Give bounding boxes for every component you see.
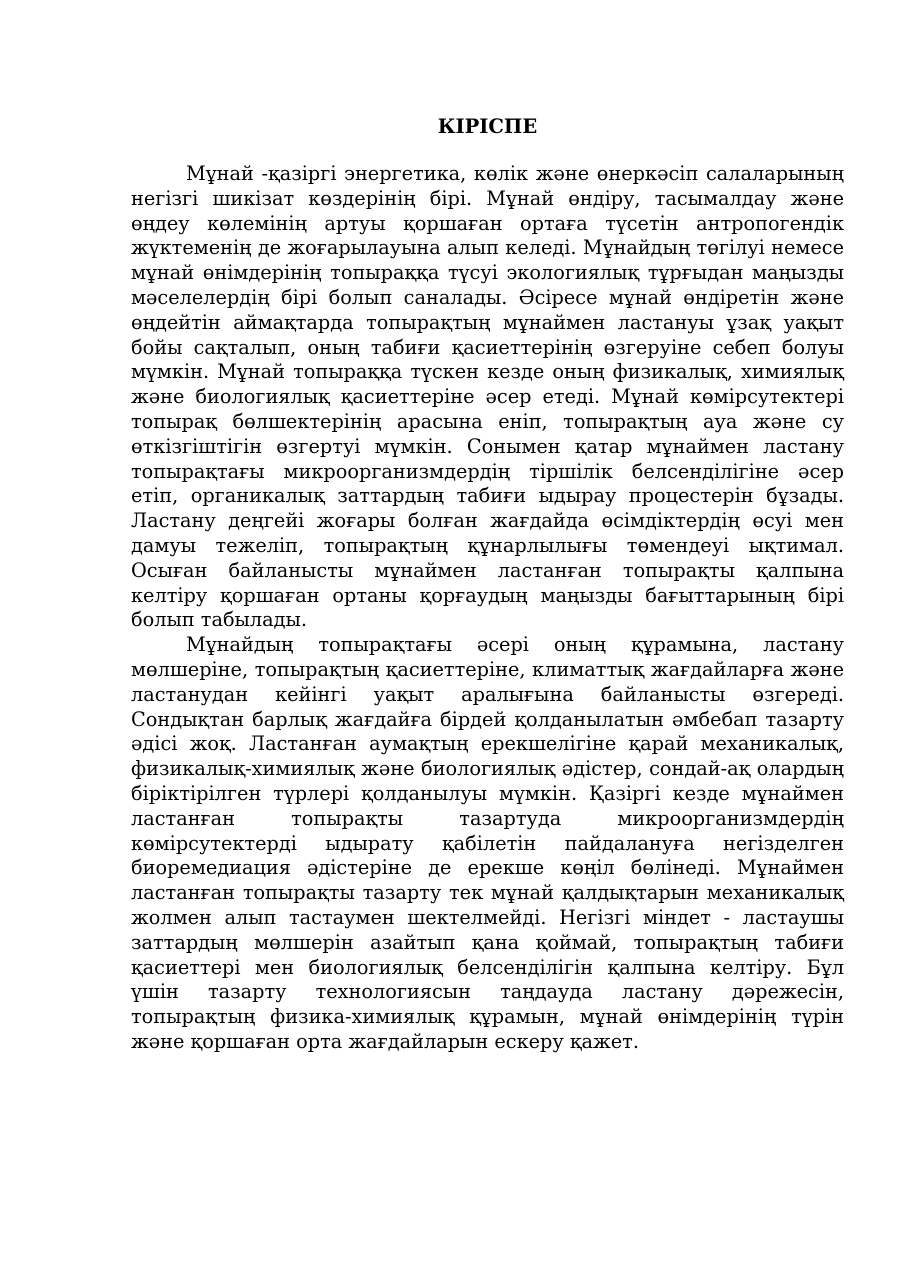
body-paragraph-2: Мұнайдың топырақтағы әсері оның құрамына, ластану мөлшеріне, топырақтың қасиеттеріне, климаттық жағдайларға және ластанудан кейінгі уақыт аралығына байланысты өзгереді. Сондықтан барлық жағдайға бірдей қолданылатын әмбебап тазарту әдісі жоқ. Ластанған аумақтың ерекшелігіне қарай механикалық, физикалық-химиялық және биологиялық әдістер, сондай-ақ олардың біріктірілген түрлері қолданылуы мүмкін. Қазіргі кезде мұнаймен ластанған топырақты тазартуда микроорганизмдердің көмірсутектерді ыдырату қабілетін пайдалануға негізделген биоремедиация әдістеріне де ерекше көңіл бөлінеді. Мұнаймен ластанған топырақты тазарту тек мұнай қалдықтарын механикалық жолмен алып тастаумен шектелмейді. Негізгі міндет - ластаушы заттардың мөлшерін азайтып қана қоймай, топырақтың табиғи қасиеттері мен биологиялық белсенділігін қалпына келтіру. Бұл үшін тазарту технологиясын таңдауда ластану дәрежесін, топырақтың физика-химиялық құрамын, мұнай өнімдерінің түрін және қоршаған орта жағдайларын ескеру қажет. <box>131 633 844 1053</box>
body-paragraph-1: Мұнай -қазіргі энергетика, көлік және өнеркәсіп салаларының негізгі шикізат көздерінің бірі. Мұнай өндіру, тасымалдау және өңдеу көлемінің артуы қоршаған ортаға түсетін антропогендік жүктеменің де жоғарылауына алып келеді. Мұнайдың төгілуі немесе мұнай өнімдерінің топыраққа түсуі экологиялық тұрғыдан маңызды мәселелердің бірі болып саналады. Әсіресе мұнай өндіретін және өңдейтін аймақтарда топырақтың мұнаймен ластануы ұзақ уақыт бойы сақталып, оның табиғи қасиеттерінің өзгеруіне себеп болуы мүмкін. Мұнай топыраққа түскен кезде оның физикалық, химиялық және биологиялық қасиеттеріне әсер етеді. Мұнай көмірсутектері топырақ бөлшектерінің арасына еніп, топырақтың ауа және су өткізгіштігін өзгертуі мүмкін. Сонымен қатар мұнаймен ластану топырақтағы микроорганизмдердің тіршілік белсенділігіне әсер етіп, органикалық заттардың табиғи ыдырау процестерін бұзады. Ластану деңгейі жоғары болған жағдайда өсімдіктердің өсуі мен дамуы тежеліп, топырақтың құнарлылығы төмендеуі ықтимал. Осыған байланысты мұнаймен ластанған топырақты қалпына келтіру қоршаған ортаны қорғаудың маңызды бағыттарының бірі болып табылады. <box>131 162 844 632</box>
page-title: КІРІСПЕ <box>437 115 538 138</box>
document-page <box>131 115 844 1055</box>
